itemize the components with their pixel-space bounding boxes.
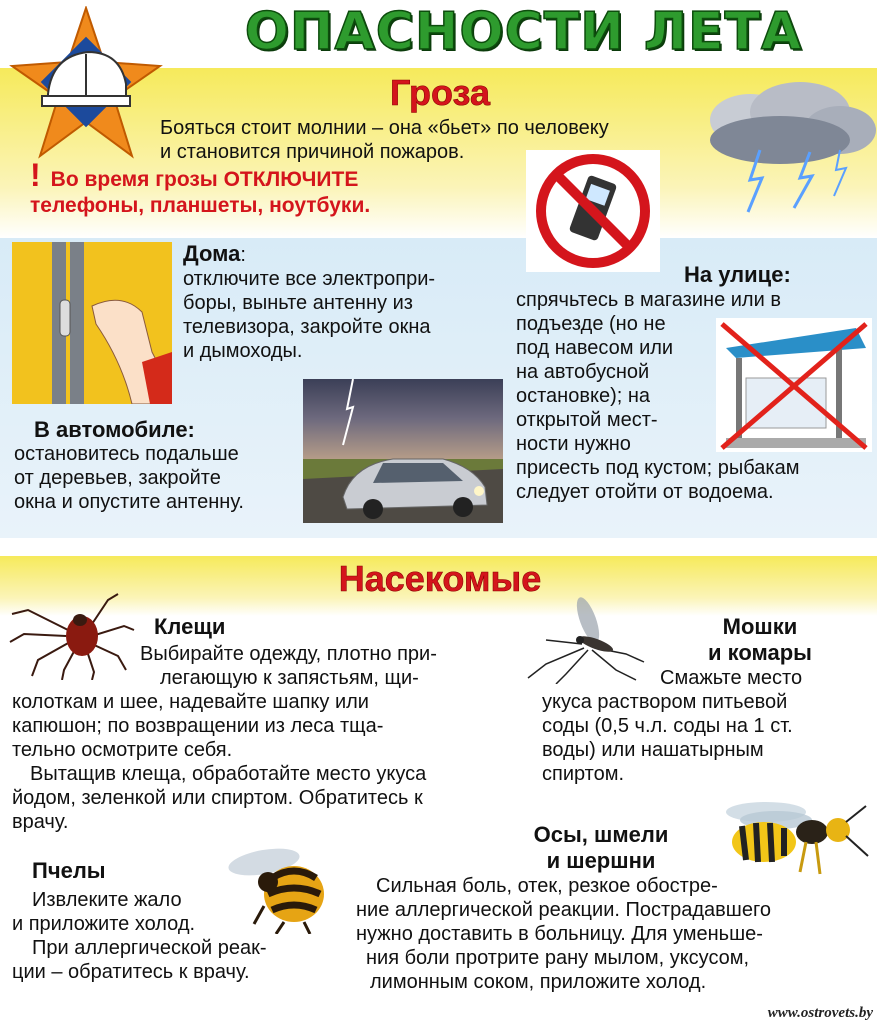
bees-line: и приложите холод.: [12, 913, 196, 935]
storm-warning: [30, 157, 550, 219]
bees-heading: Пчелы: [32, 858, 106, 883]
no-phone-sign-icon: [526, 150, 660, 272]
wasps-heading: [496, 822, 706, 874]
street-line: присесть под кустом; рыбакам: [516, 457, 800, 479]
ticks-line: колоткам и шее, надевайте шапку или: [12, 691, 369, 713]
bees-line: Извлеките жало: [32, 889, 182, 911]
car-in-storm-image: [303, 379, 503, 523]
street-line: остановке); на: [516, 385, 651, 407]
wasps-heading-line: Осы, шмели: [533, 822, 669, 847]
car-line: остановитесь подальше: [14, 443, 239, 465]
ticks-heading: Клещи: [154, 614, 226, 639]
ticks-line: Выбирайте одежду, плотно при-: [140, 643, 437, 665]
home-heading: Дома: [183, 241, 241, 266]
warning-text-2: ОТКЛЮЧИТЕ: [223, 168, 359, 191]
ticks-block: [12, 642, 512, 834]
bees-block: [12, 888, 332, 984]
home-heading-colon: :: [240, 244, 246, 266]
ticks-line: йодом, зеленкой или спиртом. Обратитесь к: [12, 787, 423, 809]
street-line: под навесом или: [516, 337, 674, 359]
warning-text-line2: телефоны, планшеты, ноутбуки.: [30, 194, 371, 217]
wasps-line: лимонным соком, приложите холод.: [370, 971, 707, 993]
wasp-icon: [716, 796, 872, 878]
street-line: подъезде (но не: [516, 313, 666, 335]
wasps-line: нужно доставить в больницу. Для уменьше-: [356, 923, 763, 945]
car-heading: В автомобиле:: [34, 417, 195, 442]
wasps-line: ния боли протрите рану мылом, уксусом,: [366, 947, 750, 969]
footer-url[interactable]: www.ostrovets.by: [767, 1005, 873, 1021]
mosquitoes-line: соды (0,5 ч.л. соды на 1 ст.: [542, 715, 793, 737]
mosquitoes-heading: [660, 614, 860, 666]
street-line: ности нужно: [516, 433, 631, 455]
car-line: от деревьев, закройте: [14, 467, 221, 489]
mosquitoes-heading-line: и комары: [708, 640, 812, 665]
ticks-line: врачу.: [12, 811, 69, 833]
street-line: следует отойти от водоема.: [516, 481, 774, 503]
car-block: [14, 418, 304, 514]
wasps-block: [356, 874, 866, 994]
ticks-line: Вытащив клеща, обработайте место укуса: [30, 763, 427, 785]
street-line: на автобусной: [516, 361, 650, 383]
car-line: окна и опустите антенну.: [14, 491, 244, 513]
insects-heading: Насекомые: [338, 558, 542, 599]
emergency-emblem-icon: [8, 6, 164, 166]
mosquitoes-line: воды) или нашатырным: [542, 739, 764, 761]
bees-line: ции – обратитесь к врачу.: [12, 961, 250, 983]
home-line: и дымоходы.: [183, 340, 303, 362]
ticks-line: легающую к запястьям, щи-: [160, 667, 419, 689]
bees-line: При аллергической реак-: [32, 937, 267, 959]
street-line: открытой мест-: [516, 409, 658, 431]
ticks-line: капюшон; по возвращении из леса тща-: [12, 715, 384, 737]
window-hand-image: [12, 242, 172, 404]
ticks-line: тельно осмотрите себя.: [12, 739, 233, 761]
home-line: отключите все электропри-: [183, 268, 436, 290]
mosquitoes-heading-line: Мошки: [722, 614, 798, 639]
page-title: ОПАСНОСТИ ЛЕТА: [244, 2, 803, 62]
storm-intro-line: и становится причиной пожаров.: [160, 141, 465, 163]
home-block: [183, 242, 503, 363]
mosquitoes-line: спиртом.: [542, 763, 625, 785]
no-bus-stop-icon: [716, 318, 872, 452]
home-line: телевизора, закройте окна: [183, 316, 431, 338]
storm-intro-line: Бояться стоит молнии – она «бьет» по человеку: [160, 117, 609, 139]
wasps-line: Сильная боль, отек, резкое обостре-: [376, 875, 718, 897]
home-line: боры, выньте антенну из: [183, 292, 413, 314]
storm-heading: Гроза: [390, 72, 490, 113]
wasps-line: ние аллергической реакции. Пострадавшего: [356, 899, 771, 921]
street-line: спрячьтесь в магазине или в: [516, 289, 781, 311]
warning-exclamation: !: [30, 157, 41, 193]
mosquitoes-block: [542, 666, 872, 786]
warning-text-1: Во время грозы: [50, 168, 224, 191]
street-heading: На улице:: [684, 262, 791, 287]
thunderstorm-cloud-icon: [690, 80, 877, 220]
mosquitoes-line: укуса раствором питьевой: [542, 691, 788, 713]
mosquitoes-line: Смажьте место: [660, 667, 803, 689]
wasps-heading-line: и шершни: [546, 848, 656, 873]
